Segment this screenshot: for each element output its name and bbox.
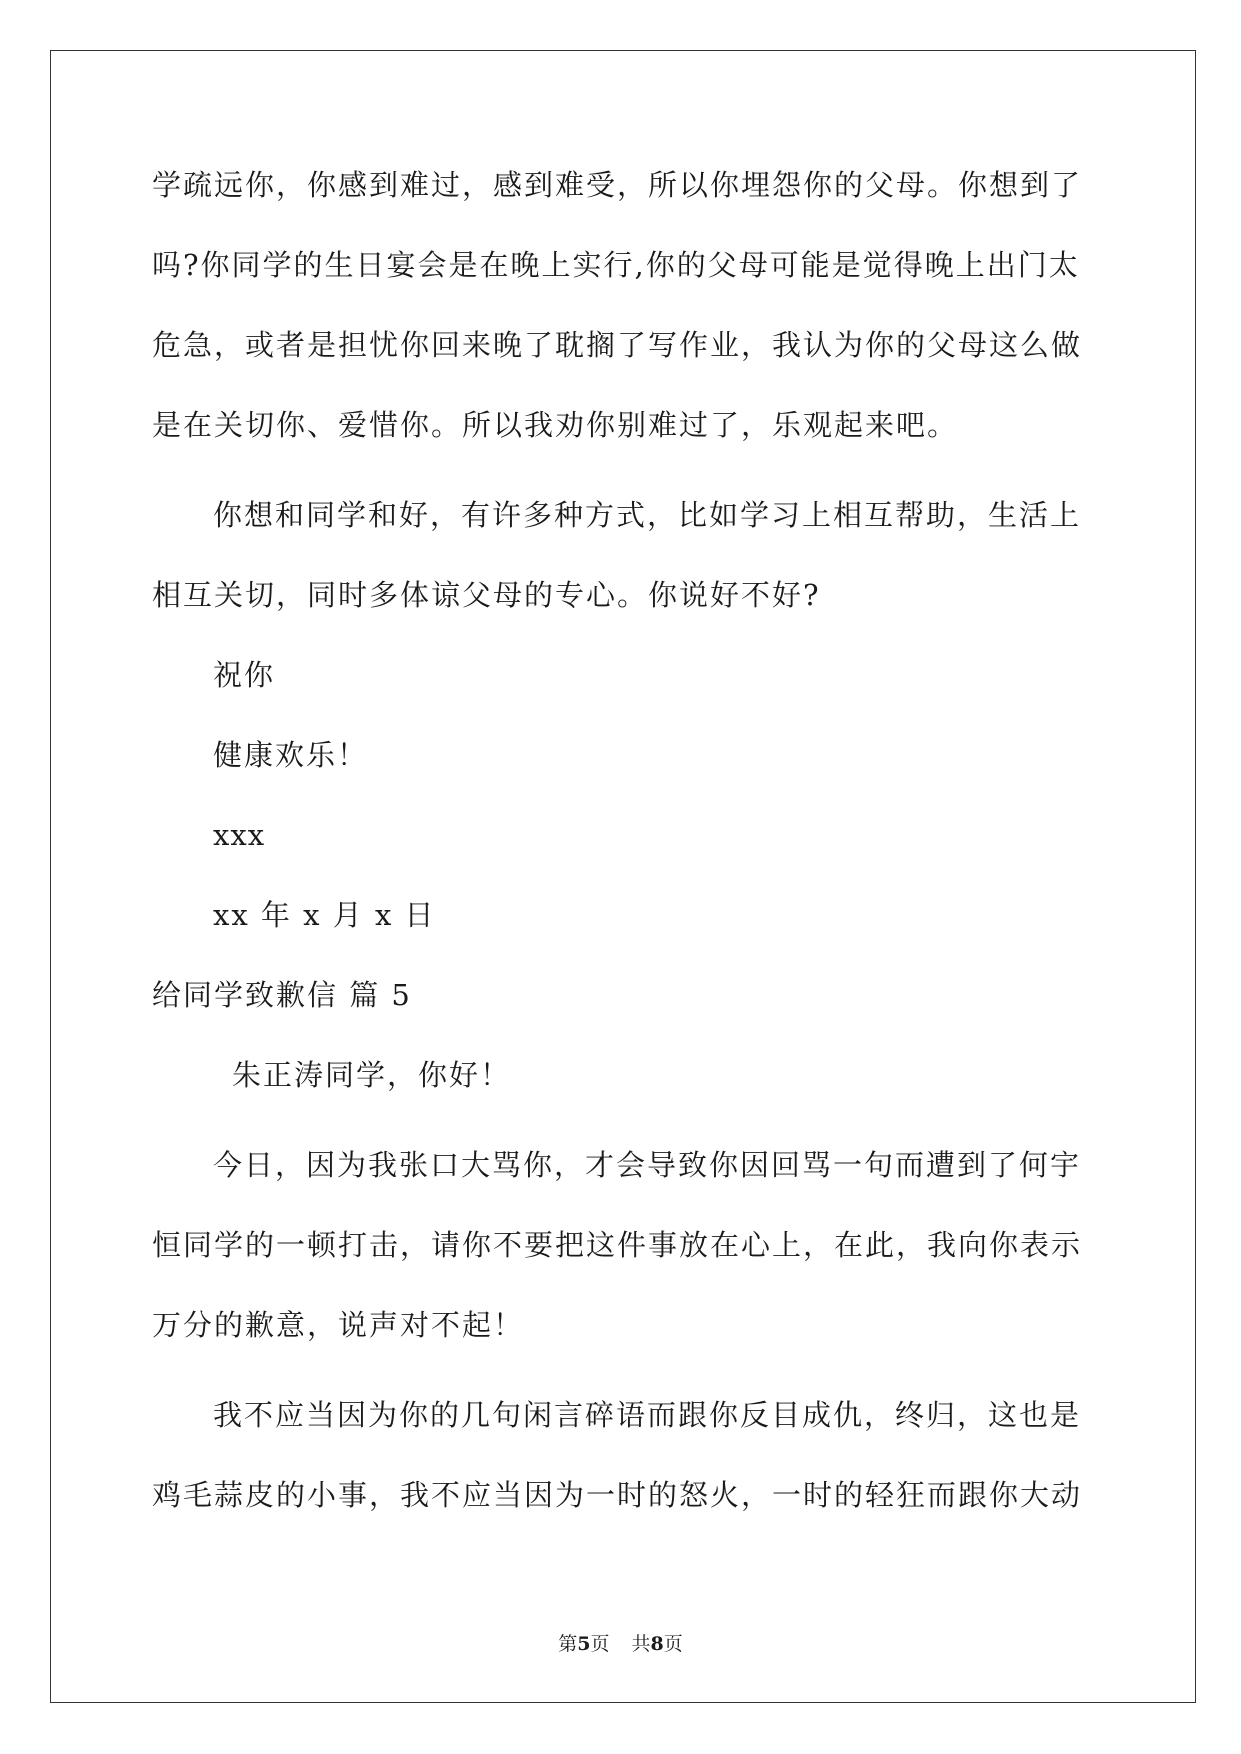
page-suffix: 页 (590, 1633, 610, 1655)
paragraph-line: 今日，因为我张口大骂你，才会导致你因回骂一句而遭到了何宇 (213, 1148, 1082, 1182)
paragraph-line: 恒同学的一顿打击，请你不要把这件事放在心上，在此，我向你表示 (152, 1228, 1083, 1262)
page-border (50, 50, 1196, 1703)
paragraph-line: 你想和同学和好，有许多种方式，比如学习上相互帮助，生活上 (213, 498, 1082, 532)
total-suffix: 页 (663, 1633, 683, 1655)
paragraph-line: 学疏远你，你感到难过，感到难受，所以你埋怨你的父母。你想到了 (152, 168, 1083, 202)
paragraph-line: 万分的歉意，说声对不起！ (152, 1308, 525, 1342)
page-prefix: 第 (558, 1633, 578, 1655)
closing-health: 健康欢乐！ (213, 738, 369, 772)
paragraph-line: 鸡毛蒜皮的小事，我不应当因为一时的怒火，一时的轻狂而跟你大动 (152, 1478, 1083, 1512)
page-footer (0, 1632, 1241, 1656)
section-title: 给同学致歉信 篇 5 (152, 978, 412, 1012)
paragraph-line: 是在关切你、爱惜你。所以我劝你别难过了，乐观起来吧。 (152, 408, 959, 442)
paragraph-line: 危急，或者是担忧你回来晚了耽搁了写作业，我认为你的父母这么做 (152, 328, 1083, 362)
paragraph-line: 我不应当因为你的几句闲言碎语而跟你反目成仇，终归，这也是 (213, 1398, 1082, 1432)
greeting: 朱正涛同学，你好！ (232, 1058, 512, 1092)
date: xx 年 x 月 x 日 (213, 898, 436, 932)
page-total: 8 (650, 1633, 664, 1655)
page-current: 5 (577, 1633, 591, 1655)
total-prefix: 共 (631, 1633, 651, 1655)
paragraph-line: 相互关切，同时多体谅父母的专心。你说好不好? (152, 578, 821, 612)
signature: xxx (213, 818, 266, 852)
paragraph-line: 吗?你同学的生日宴会是在晚上实行,你的父母可能是觉得晚上出门太 (152, 248, 1080, 282)
closing-wish: 祝你 (213, 658, 276, 692)
